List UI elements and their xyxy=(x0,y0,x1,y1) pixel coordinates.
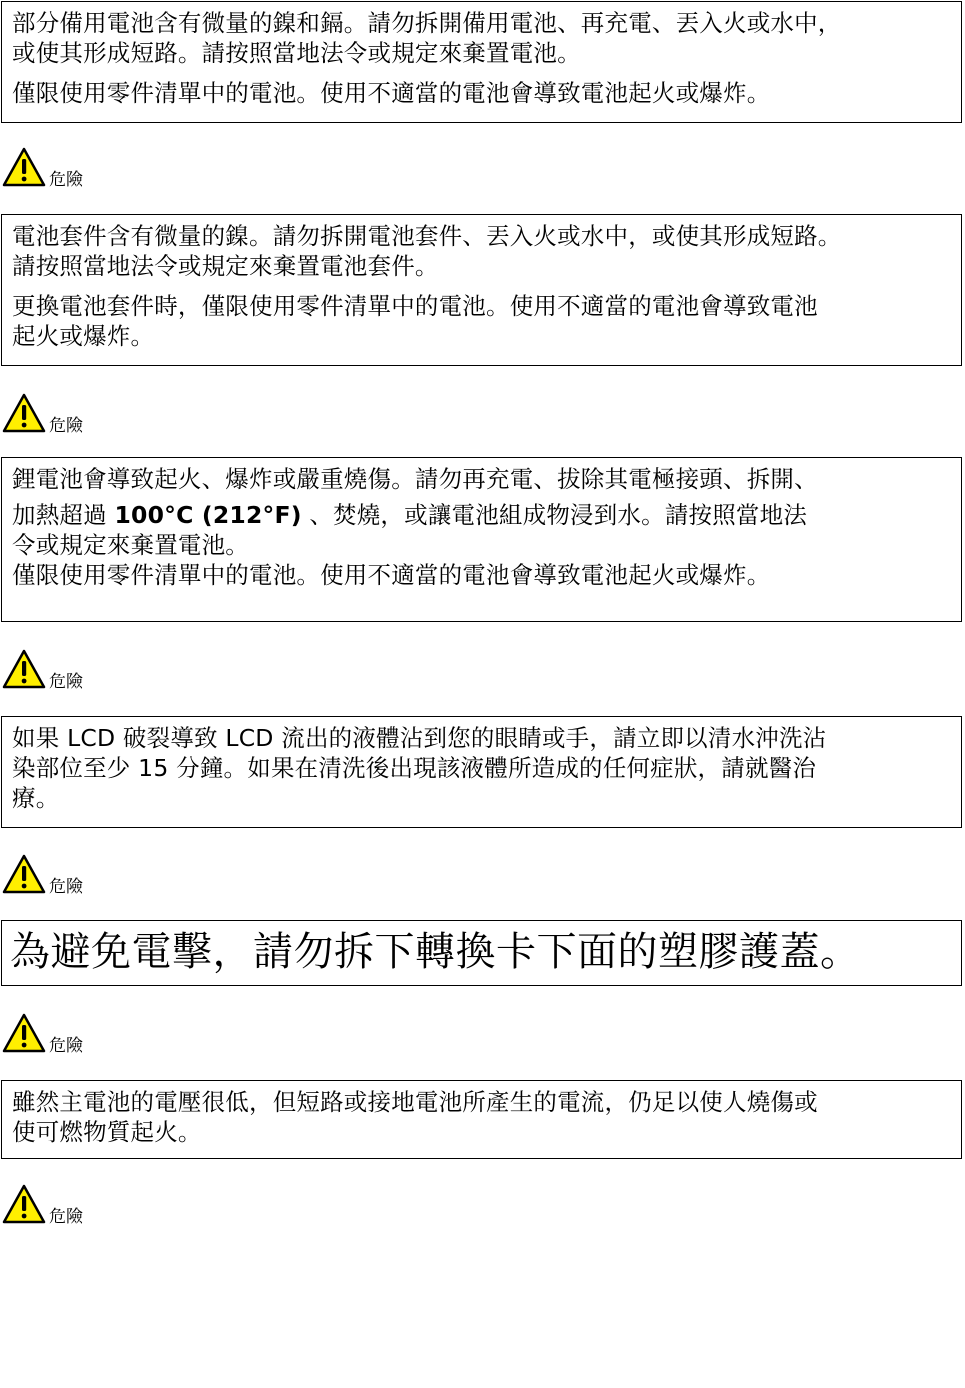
danger-warning-1 xyxy=(2,146,122,190)
notice-4-line-1: 如果 LCD 破裂導致 LCD 流出的液體沾到您的眼睛或手，請立即以清水沖洗沾 xyxy=(12,724,827,752)
notice-box-4 xyxy=(1,716,962,828)
danger-label: 危險 xyxy=(49,416,83,436)
warning-triangle-icon xyxy=(2,853,46,895)
notice-2-line-2: 請按照當地法令或規定來棄置電池套件。 xyxy=(12,252,439,280)
notice-3-line-2-end: 、焚燒，或讓電池組成物浸到水。請按照當地法 xyxy=(309,501,808,529)
notice-2-line-3: 更換電池套件時，僅限使用零件清單中的電池。使用不適當的電池會導致電池 xyxy=(12,292,818,320)
warning-triangle-icon xyxy=(2,146,46,188)
danger-warning-6 xyxy=(2,1183,122,1227)
notice-4-line-3: 療。 xyxy=(12,784,60,812)
danger-label: 危險 xyxy=(49,1207,83,1227)
warning-triangle-icon xyxy=(2,648,46,690)
notice-box-1 xyxy=(1,1,962,123)
notice-6-line-2: 使可燃物質起火。 xyxy=(12,1118,202,1146)
warning-triangle-icon xyxy=(2,392,46,434)
notice-box-2 xyxy=(1,214,962,366)
notice-box-5 xyxy=(1,920,962,986)
notice-2-line-4: 起火或爆炸。 xyxy=(12,322,155,350)
warning-triangle-icon xyxy=(2,1183,46,1225)
notice-1-line-1: 部分備用電池含有微量的鎳和鎘。請勿拆開備用電池、再充電、丟入火或水中， xyxy=(12,9,842,37)
notice-6-line-1: 雖然主電池的電壓很低，但短路或接地電池所產生的電流，仍足以使人燒傷或 xyxy=(12,1088,818,1116)
danger-warning-4 xyxy=(2,853,122,897)
notice-1-line-3: 僅限使用零件清單中的電池。使用不適當的電池會導致電池起火或爆炸。 xyxy=(12,79,771,107)
notice-1-line-2: 或使其形成短路。請按照當地法令或規定來棄置電池。 xyxy=(12,39,581,67)
notice-3-line-1: 鋰電池會導致起火、爆炸或嚴重燒傷。請勿再充電、拔除其電極接頭、拆開、 xyxy=(12,465,818,493)
notice-3-line-3: 令或規定來棄置電池。 xyxy=(12,531,249,559)
danger-warning-2 xyxy=(2,392,122,436)
danger-label: 危險 xyxy=(49,877,83,897)
notice-3-line-4: 僅限使用零件清單中的電池。使用不適當的電池會導致電池起火或爆炸。 xyxy=(12,561,771,589)
danger-label: 危險 xyxy=(49,170,83,190)
warning-triangle-icon xyxy=(2,1012,46,1054)
notice-3-line-2-start: 加熱超過 xyxy=(12,501,107,529)
danger-label: 危險 xyxy=(49,672,83,692)
notice-3-line-2 xyxy=(12,500,961,530)
notice-box-3 xyxy=(1,457,962,622)
danger-warning-5 xyxy=(2,1012,122,1056)
temperature-value: 100°C (212°F) xyxy=(114,501,302,529)
notice-2-line-1: 電池套件含有微量的鎳。請勿拆開電池套件、丟入火或水中，或使其形成短路。 xyxy=(12,222,842,250)
notice-box-6 xyxy=(1,1080,962,1159)
danger-warning-3 xyxy=(2,648,122,692)
danger-label: 危險 xyxy=(49,1036,83,1056)
notice-4-line-2: 染部位至少 15 分鐘。如果在清洗後出現該液體所造成的任何症狀，請就醫治 xyxy=(12,754,817,782)
notice-5-line-1: 為避免電擊，請勿拆下轉換卡下面的塑膠護蓋。 xyxy=(10,929,861,975)
